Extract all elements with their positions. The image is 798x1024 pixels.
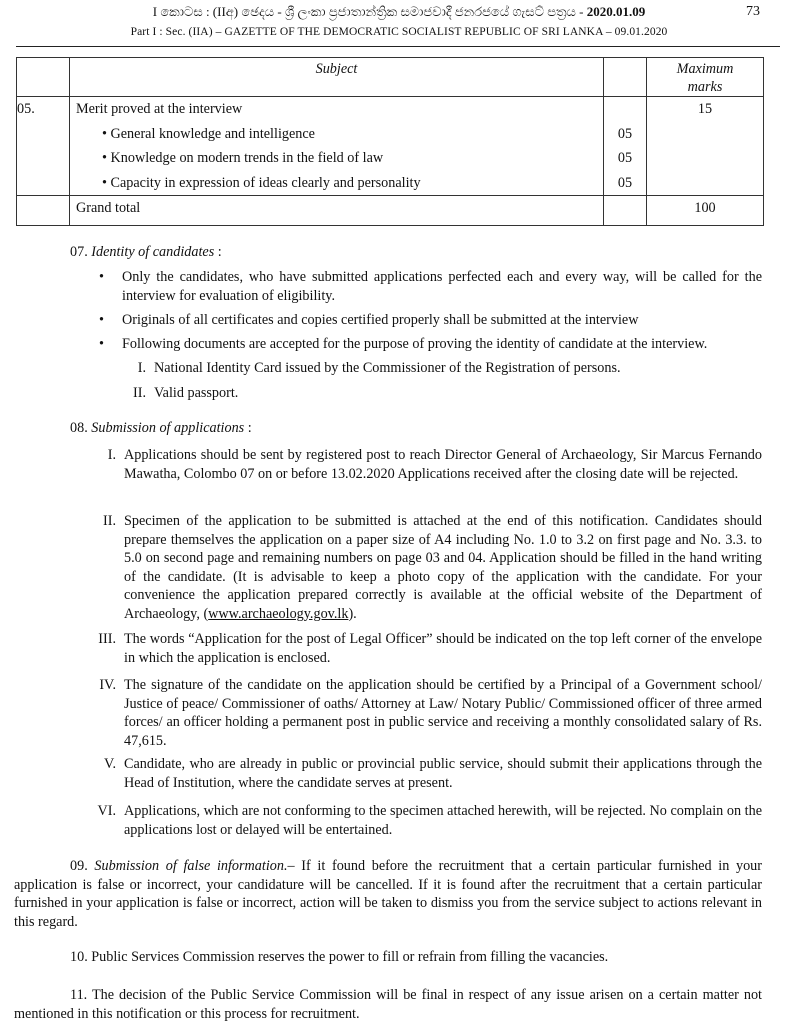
application-rule-2: II. Specimen of the application to be submitted is attached at the end of this notification. Candidates should prepare themselves the application on a paper size of A4 including No. 1.0 to 3.2 on first page and No. 3.3. to 5.0 on second page and remaining numbers on page 03 and 04. Application should be filled in the hand writing of the candidate. (It is advisable to keep a photo copy of the application with the candidate. For your convenience the application prepared correctly is available at the official website of the Department of Archaeology, (www.archaeology.gov.lk). xyxy=(103,513,762,622)
application-rule-5: V. Candidate, who are already in public or provincial public service, should submit their applications through the Head of Institution, where the candidate serves at present. xyxy=(104,756,762,791)
gazette-header-sinhala xyxy=(0,4,798,20)
header-date: 2020.01.09 xyxy=(586,4,646,19)
row-number: 05. xyxy=(17,97,70,196)
application-rule-3: III. The words “Application for the post of Legal Officer” should be indicated on the top left corner of the envelope in which the application is enclosed. xyxy=(98,631,762,666)
section-11-paragraph: 11. The decision of the Public Service Commission will be final in respect of any issue arisen on a certain matter not mentioned in this notification or this process for recruitment. xyxy=(14,987,762,1022)
application-rule-6: VI. Applications, which are not conforming to the specimen attached herewith, will be rejected. No complain on the applications lost or delayed will be entertained. xyxy=(97,803,762,838)
section-08-heading: 08. Submission of applications : xyxy=(70,420,252,436)
section-07-bullet-2: • Originals of all certificates and copies certified properly shall be submitted at the interview xyxy=(99,312,639,328)
section-07-heading: 07. Identity of candidates : xyxy=(70,244,222,260)
id-doc-1: I. National Identity Card issued by the Commissioner of the Registration of persons. xyxy=(137,360,621,376)
table-total-row xyxy=(17,196,764,226)
row-subject xyxy=(70,97,604,196)
page-number: 73 xyxy=(746,4,760,19)
application-rule-1: I. Applications should be sent by registered post to reach Director General of Archaeology, Sir Marcus Fernando Mawatha, Colombo 07 on or before 13.02.2020 Applications received after the closing date will be rejected. xyxy=(107,447,762,482)
table-header-subject: Subject xyxy=(70,58,604,97)
section-07-bullet-3: • Following documents are accepted for the purpose of proving the identity of candidate at the interview. xyxy=(99,336,708,352)
section-10-paragraph: 10. Public Services Commission reserves the power to fill or refrain from filling the vacancies. xyxy=(70,949,609,965)
section-09-title: Submission of false information. xyxy=(94,858,288,874)
row-item-3-score: 05 xyxy=(617,174,633,191)
row-title: Merit proved at the interview xyxy=(76,101,243,117)
row-item-2-score: 05 xyxy=(617,150,633,166)
row-item-2: • Knowledge on modern trends in the field of law xyxy=(102,150,384,166)
archaeology-website-link[interactable]: www.archaeology.gov.lk xyxy=(208,605,349,622)
row-max: 15 xyxy=(647,97,764,196)
application-rule-4: IV. The signature of the candidate on the application should be certified by a Principal of a Government school/ Justice of peace/ Commissioner of oaths/ Attorney at Law/ Notary Public/ Commissioned officer of three armed forces/ an officer holding a permanent post in public service and receiving a monthly consolidated salary of Rs. 47,615. xyxy=(99,677,762,749)
table-header-sub xyxy=(604,58,647,97)
table-header-max-line2: marks xyxy=(687,79,723,95)
table-row xyxy=(17,97,764,196)
section-07-title: Identity of candidates xyxy=(91,244,215,260)
table-header-max xyxy=(647,58,764,97)
row-sub-scores xyxy=(604,97,647,196)
gazette-header-english: Part I : Sec. (IIA) – GAZETTE OF THE DEMOCRATIC SOCIALIST REPUBLIC OF SRI LANKA – 09.01.2020 xyxy=(130,26,668,38)
table-header-no xyxy=(17,58,70,97)
id-doc-2: II. Valid passport. xyxy=(133,385,239,401)
table-header-max-line1: Maximum xyxy=(676,61,734,77)
header-prefix: I කොටස : (IIඅ) ඡෙදය - ශ්‍රී ලංකා ප්‍රජාතාන්ත්‍රික සමාජවාදී ජනරජයේ ගැසට් පත්‍රය - xyxy=(152,4,587,19)
section-07-bullet-1: • Only the candidates, who have submitted applications perfected each and every way, will be called for the interview for evaluation of eligibility. xyxy=(99,269,762,304)
header-rule xyxy=(16,46,780,47)
row-item-1-score: 05 xyxy=(617,125,633,142)
total-value: 100 xyxy=(647,196,764,226)
section-08-title: Submission of applications xyxy=(91,420,245,436)
total-label: Grand total xyxy=(70,196,604,226)
row-item-3: • Capacity in expression of ideas clearly and personality xyxy=(102,174,421,191)
table-header-row xyxy=(17,58,764,97)
section-09-paragraph: 09. Submission of false information.– If it found before the recruitment that a certain particular furnished in your application is false or incorrect, your candidature will be cancelled. If it is found after the recruitment that a certain particular furnished in your application is false or incorrect, action will be taken to dismiss you from the service subject to actions relevant in this regard. xyxy=(14,858,762,930)
marks-table xyxy=(16,57,764,226)
row-item-1: • General knowledge and intelligence xyxy=(102,125,315,142)
